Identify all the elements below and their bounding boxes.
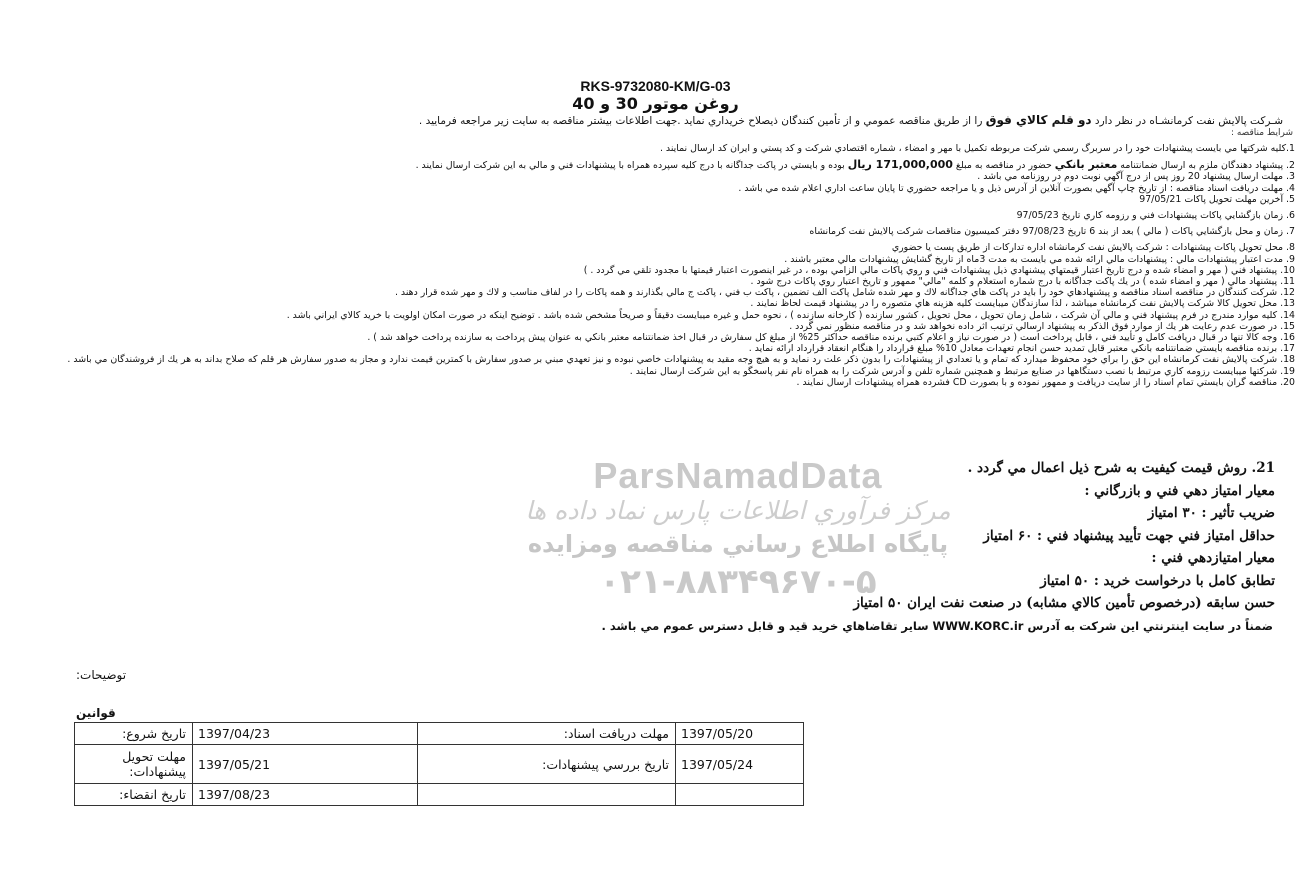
- condition-item-2: [5, 159, 1295, 171]
- condition-item-13: 13. محل تحويل كالا شركت پالايش نفت كرمانشاه ميباشد ، لذا سازندگان ميبايست كليه هزينه هاي متصوره را در پيشنهاد قيمت لحاظ نمايند .: [750, 298, 1295, 310]
- table-row: [75, 745, 804, 784]
- condition-item-17: 17. برنده مناقصه بايستي ضمانتنامه بانكي معتبر قابل تمديد حسن انجام تعهدات معادل 10% مبلغ قرارداد را هنگام انعقاد قرارداد ارائه نمايد .: [748, 343, 1295, 355]
- watermark-phone: ۰۲۱-۸۸۳۴۹۶۷۰-۵: [599, 562, 877, 602]
- condition-item-19: 19. شركتها ميبايست رزومه كاري مرتبط با نصب دستگاهها در صنايع مرتبط و همچنين شماره تلفن و آدرس شركت را به همراه نام نفر پاسخگو به اين شركت ارسال نمايند .: [629, 365, 1295, 377]
- condition-item-15: 15. در صورت عدم رعايت هر يك از موارد فوق الذكر به پيشنهاد ارسالي ترتيب اثر داده نخواهد شد و در مناقصه منظور نمي گردد .: [789, 320, 1295, 332]
- dates-table: [74, 722, 804, 806]
- condition-item-14: 14. كليه موارد مندرج در فرم پيشنهاد فني و مالي آن شركت ، شامل زمان تحويل ، محل تحويل ، كشور سازنده ( كارخانه سازنده ) ، نحوه حمل و غيره ميبايست دقيقاً و صريحاً مشخص شده باشد . توضيح اينكه در صورت امكان اولويت با خريد كالاي ايراني باشد .: [286, 309, 1295, 321]
- expiry-date-label: تاريخ انقضاء:: [75, 784, 193, 806]
- watermark-line-3: پايگاه اطلاع رساني مناقصه ومزايده: [527, 530, 949, 558]
- evaluation-line-6: تطابق كامل با درخواست خريد : ۵۰ امتياز: [1040, 572, 1275, 589]
- rules-heading: قوانين: [76, 706, 116, 720]
- condition-item-6: 6. زمان بازگشايي پاكات پيشنهادات فني و رزومه كاري تاريخ 97/05/23: [1016, 210, 1295, 222]
- evaluation-line-5: معيار امتيازدهي فني :: [1151, 550, 1275, 566]
- condition-item-3: 3. مهلت ارسال پيشنهاد 20 روز پس از درج آگهي نوبت دوم در روزنامه مي باشد .: [977, 171, 1295, 183]
- submission-deadline-label: مهلت تحويل پيشنهادات:: [75, 745, 193, 784]
- evaluation-line-1: 21. روش قيمت كيفيت به شرح ذيل اعمال مي گردد .: [967, 460, 1275, 476]
- start-date-value: 1397/04/23: [193, 723, 418, 745]
- tender-code: RKS-9732080-KM/G-03: [580, 78, 731, 94]
- evaluation-line-3: ضريب تأثير : ۳۰ امتياز: [1147, 505, 1275, 521]
- condition-2-part-a: 2. پيشنهاد دهندگان ملزم به ارسال ضمانتنامه: [1117, 160, 1295, 172]
- document-deadline-value: 1397/05/20: [676, 723, 804, 745]
- website-note: ضمناً در سايت اينترنتي اين شركت به آدرس WWW.KORC.ir ساير تقاضاهاي خريد قيد و قابل دسترس عموم مي باشد .: [601, 619, 1273, 633]
- review-date-value: 1397/05/24: [676, 745, 804, 784]
- condition-2-part-c: حضور در مناقصه به مبلغ: [952, 160, 1055, 172]
- condition-item-11: 11. پيشنهاد مالي ( مهر و امضاء شده ) در يك پاكت جداگانه با درج شماره استعلام و كلمه "مالي" ممهور و تاريخ اعتبار روي پاكات درج شود .: [750, 276, 1295, 288]
- condition-item-18: 18. شركت پالايش نفت كرمانشاه اين حق را براي خود محفوظ ميدارد كه تمام و يا تعدادي از پيشنهادات را بدون ذكر علت رد نمايد و به هيچ وجه مقيد به پيشنهادات خاصي نبوده و نيز تعهدي مبني بر صدور سفارش با كمترين قيمت ندارد و مجاز به صدور سفارش هر قلم كه صلاح بداند به هر يك از فروشندگان مي باشد .: [67, 354, 1295, 366]
- condition-item-10: 10. پيشنهاد فني ( مهر و امضاء شده و درج تاريخ اعتبار قيمتهاي پيشنهادي ذيل پيشنهادات فني و روي پاكات مالي الزامي بوده ، در غير اينصورت اعتبار قيمتها با مجدود تلقي مي گردد . ): [583, 264, 1295, 276]
- condition-2-bold-bank: معتبر بانكي: [1054, 158, 1118, 172]
- evaluation-line-7: حسن سابقه (درخصوص تأمين كالاي مشابه) در صنعت نفت ايران ۵۰ امتياز: [853, 595, 1275, 611]
- condition-item-12: 12. شركت كنندگان در مناقصه اسناد مناقصه و پيشنهادهاي خود را بايد در پاكت هاي جداگانه لاك و مهر شده شامل پاكت الف تضمين ، پاكت ب فني ، پاكت ج مالي بگذارند و همه پاكات را در لفاف مناسب و لاك و مهر شده قرار دهند .: [394, 287, 1295, 299]
- evaluation-line-2: معيار امتياز دهي فني و بازرگاني :: [1084, 482, 1275, 499]
- empty-cell: [418, 784, 676, 806]
- watermark-logo-text: ParsNamadData: [593, 455, 883, 496]
- review-date-label: تاريخ بررسي پيشنهادات:: [418, 745, 676, 784]
- intro-bold: دو قلم كالاي فوق: [985, 113, 1092, 127]
- condition-item-7: 7. زمان و محل بازگشايي پاكات ( مالي ) بعد از بند 6 تاريخ 97/08/23 دفتر كميسيون مناقصات شركت پالايش نفت كرمانشاه: [809, 226, 1295, 238]
- table-row: [75, 723, 804, 745]
- condition-item-16: 16. وجه كالا تنها در قبال دريافت كامل و تأييد فني ، قابل پرداخت است ( در صورت نياز و اعلام كتبي برنده مناقصه حداكثر 25% از مبلغ كل سفارش در قبال اخذ ضمانتنامه معتبر بانكي به عنوان پيش پرداخت به سازنده پرداخت خواهد شد ) .: [367, 332, 1295, 344]
- evaluation-section: [575, 460, 1275, 618]
- condition-item-9: 9. مدت اعتبار پيشنهادات مالي : پيشنهادات مالي ارائه شده مي بايست به مدت 3ماه از تاريخ گشايش پيشنهادات مالي معتبر باشند .: [784, 253, 1295, 265]
- table-row: [75, 784, 804, 806]
- document-deadline-label: مهلت دريافت اسناد:: [418, 723, 676, 745]
- watermark-line-2: مركز فرآوري اطلاعات پارس نماد داده ها: [525, 496, 951, 525]
- condition-item-4: 4. مهلت دريافت اسناد مناقصه : از تاريخ چاپ آگهي بصورت آنلاين از آدرس ذيل و يا مراجعه حضوري تا پايان ساعت اداري اعلام شده مي باشد .: [738, 182, 1295, 194]
- condition-item-8: 8. محل تحويل پاكات پيشنهادات : شركت پالايش نفت كرمانشاه اداره تداركات از طريق پست يا حضوري: [891, 242, 1295, 254]
- tender-title: روغن موتور 30 و 40: [572, 94, 739, 113]
- intro-text-2: را از طريق مناقصه عمومي و از تأمين كنندگان ذيصلاح خريداري نمايد .جهت اطلاعات بيشتر مناقصه به سايت زير مراجعه فرماييد .: [418, 115, 986, 127]
- start-date-label: تاريخ شروع:: [75, 723, 193, 745]
- intro-text-1: شـركت پالايش نفت كرمانشـاه در نظر دارد: [1091, 115, 1283, 127]
- intro-paragraph: [23, 113, 1283, 127]
- condition-2-part-d: بوده و بايستي در پاكت جداگانه با درج كليه سپرده همراه با پيشنهادات فني و مالي به اين شركت ارسال نمايند .: [415, 160, 848, 172]
- conditions-list: [5, 143, 1295, 388]
- expiry-date-value: 1397/08/23: [193, 784, 418, 806]
- submission-deadline-value: 1397/05/21: [193, 745, 418, 784]
- condition-item-20: 20. مناقصه گران بايستي تمام اسناد را از سايت دريافت و ممهور نموده و با بصورت CD فشرده همراه پيشنهادات ارسال نمايند .: [796, 376, 1295, 388]
- evaluation-line-4: حداقل امتياز فني جهت تأييد پيشنهاد فني : ۶۰ امتياز: [983, 527, 1275, 544]
- empty-cell: [676, 784, 804, 806]
- description-label: توضيحات:: [76, 668, 127, 682]
- condition-item-1: 1.كليه شركتها مي بايست پيشنهادات خود را در سربرگ رسمي شركت مربوطه تكميل با مهر و امضاء ، شماره اقتصادي شركت و كد پستي و ايران كد ارسال نمايند .: [659, 143, 1295, 154]
- conditions-heading: شرايط مناقصه :: [1230, 128, 1293, 138]
- condition-2-bold-amount: 171,000,000 ريال: [847, 158, 953, 172]
- condition-item-5: 5. آخرين مهلت تحويل پاكات 97/05/21: [1139, 193, 1295, 205]
